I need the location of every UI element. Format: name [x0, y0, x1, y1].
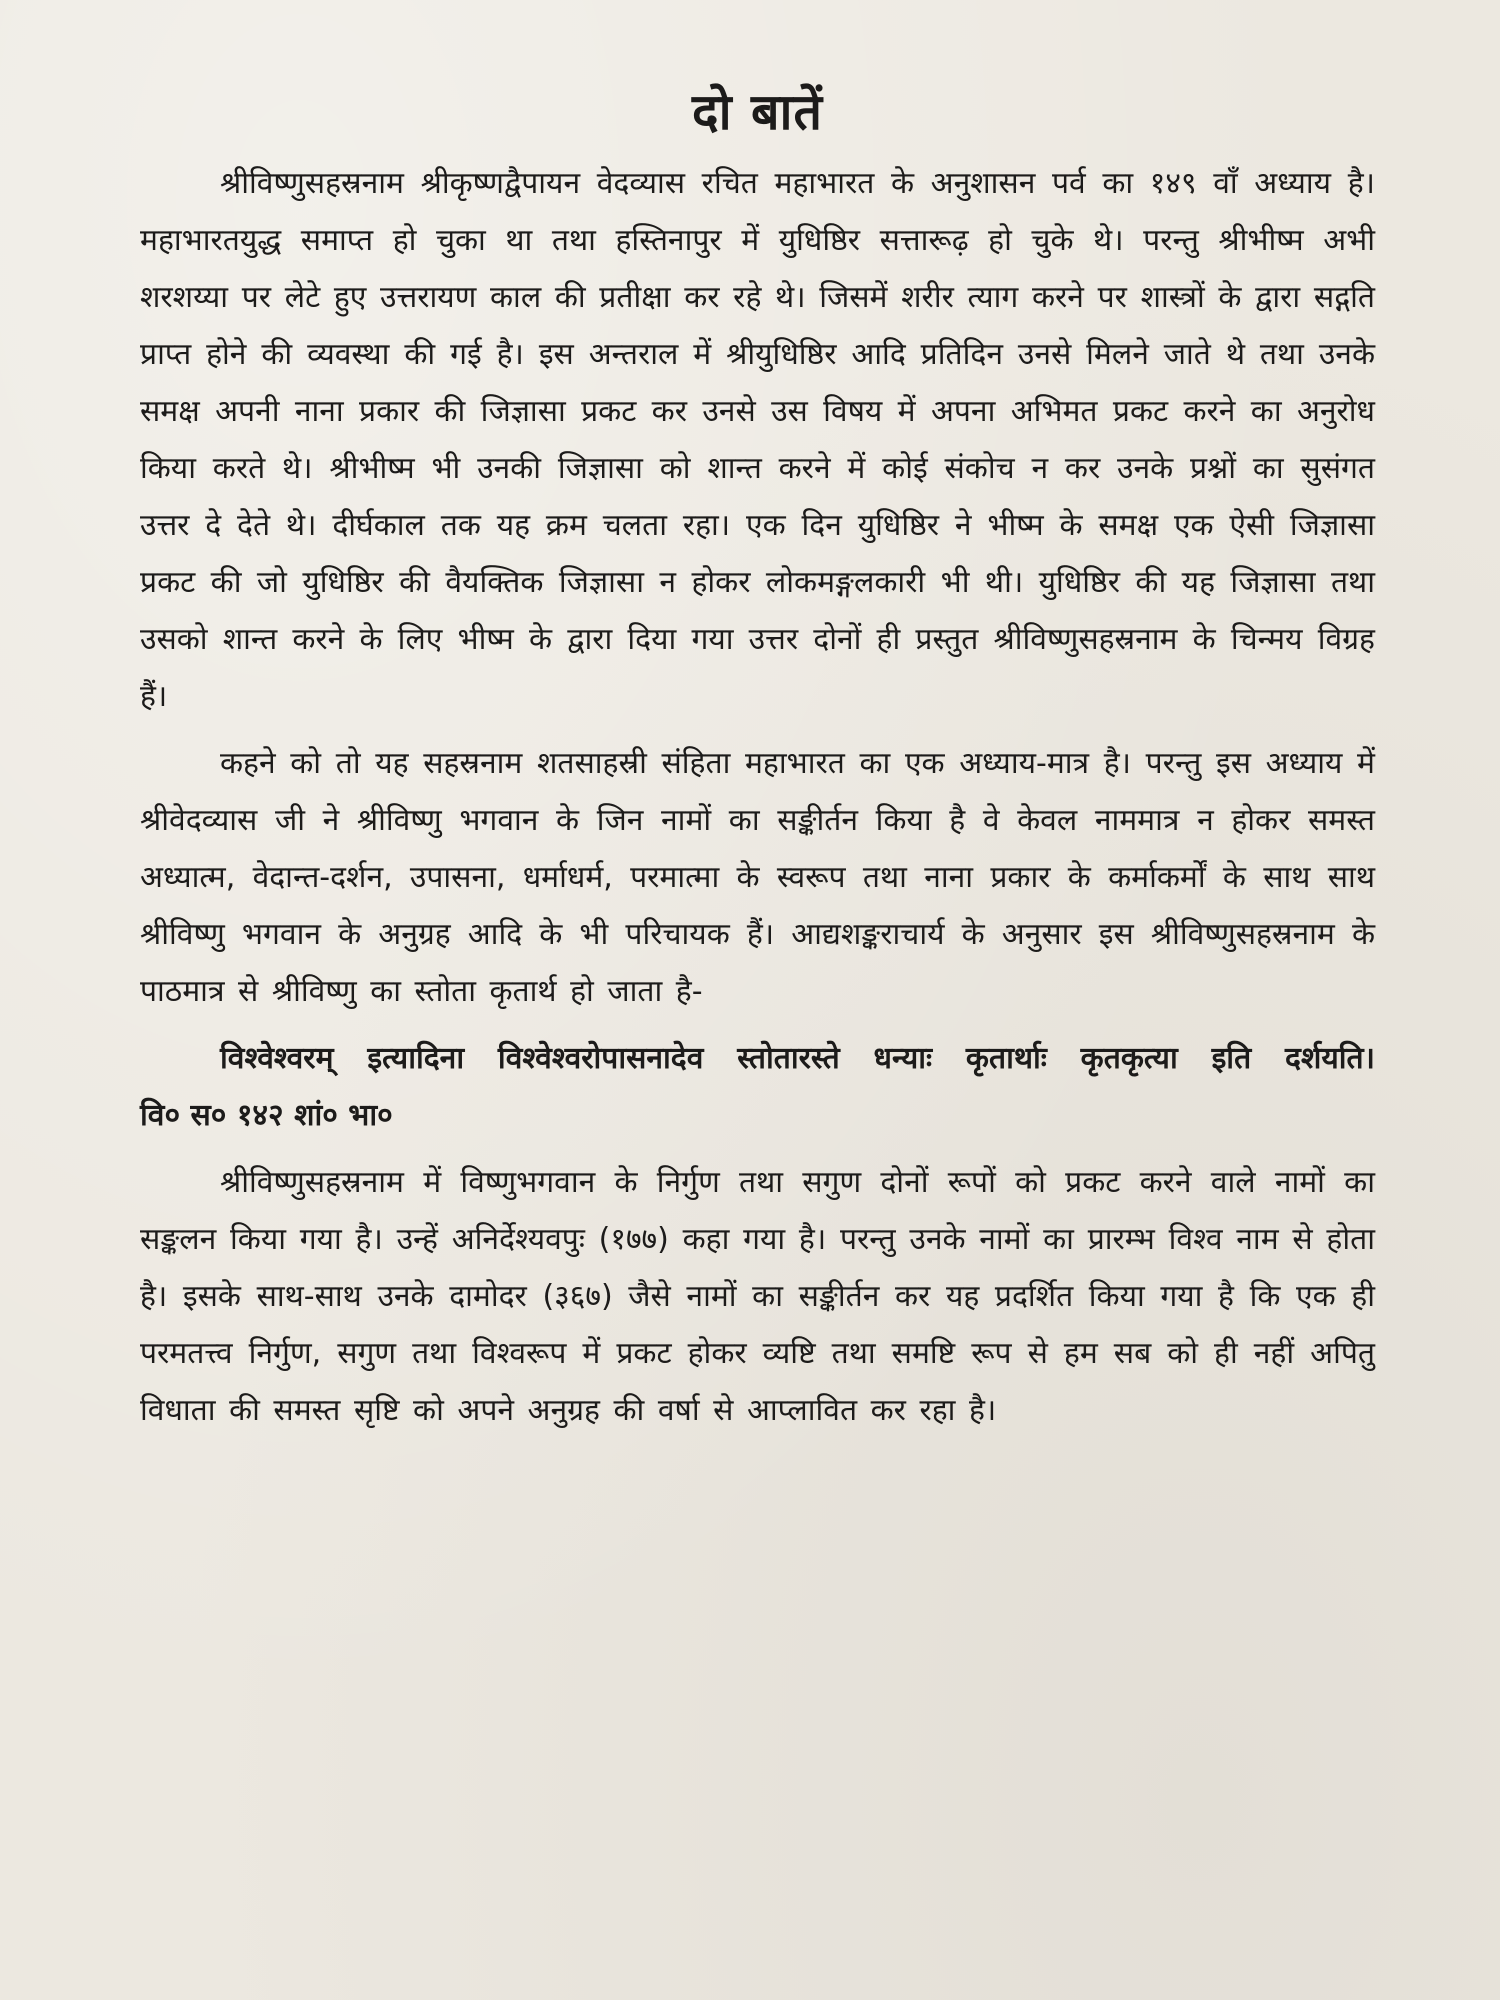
quote-reference: वि० स० १४२ शां० भा० — [140, 1098, 393, 1133]
paragraph-2: कहने को तो यह सहस्रनाम शतसाहस्री संहिता महाभारत का एक अध्याय-मात्र है। परन्तु इस अध्याय में श्रीवेदव्यास जी ने श्रीविष्णु भगवान के जिन नामों का सङ्कीर्तन किया है वे केवल नाममात्र न होकर समस्त अध्यात्म, वेदान्त-दर्शन, उपासना, धर्माधर्म, परमात्मा के स्वरूप तथा नाना प्रकार के कर्माकर्मों के साथ साथ श्रीविष्णु भगवान के अनुग्रह आदि के भी परिचायक हैं। आद्यशङ्कराचार्य के अनुसार इस श्रीविष्णुसहस्रनाम के पाठमात्र से श्रीविष्णु का स्तोता कृतार्थ हो जाता है- — [140, 746, 1375, 1009]
paragraph-1: श्रीविष्णुसहस्रनाम श्रीकृष्णद्वैपायन वेदव्यास रचित महाभारत के अनुशासन पर्व का १४९ वाँ अध्याय है। महाभारतयुद्ध समाप्त हो चुका था तथा हस्तिनापुर में युधिष्ठिर सत्तारूढ़ हो चुके थे। परन्तु श्रीभीष्म अभी शरशय्या पर लेटे हुए उत्तरायण काल की प्रतीक्षा कर रहे थे। जिसमें शरीर त्याग करने पर शास्त्रों के द्वारा सद्गति प्राप्त होने की व्यवस्था की गई है। इस अन्तराल में श्रीयुधिष्ठिर आदि प्रतिदिन उनसे मिलने जाते थे तथा उनके समक्ष अपनी नाना प्रकार की जिज्ञासा प्रकट कर उनसे उस विषय में अपना अभिमत प्रकट करने का अनुरोध किया करते थे। श्रीभीष्म भी उनकी जिज्ञासा को शान्त करने में कोई संकोच न कर उनके प्रश्नों का सुसंगत उत्तर दे देते थे। दीर्घकाल तक यह क्रम चलता रहा। एक दिन युधिष्ठिर ने भीष्म के समक्ष एक ऐसी जिज्ञासा प्रकट की जो युधिष्ठिर की वैयक्तिक जिज्ञासा न होकर लोकमङ्गलकारी भी थी। युधिष्ठिर की यह जिज्ञासा तथा उसको शान्त करने के लिए भीष्म के द्वारा दिया गया उत्तर दोनों ही प्रस्तुत श्रीविष्णुसहस्रनाम के चिन्मय विग्रह हैं। — [140, 166, 1375, 714]
paragraph-3: श्रीविष्णुसहस्रनाम में विष्णुभगवान के निर्गुण तथा सगुण दोनों रूपों को प्रकट करने वाले नामों का सङ्कलन किया गया है। उन्हें अनिर्देश्यवपुः (१७७) कहा गया है। परन्तु उनके नामों का प्रारम्भ विश्व नाम से होता है। इसके साथ-साथ उनके दामोदर (३६७) जैसे नामों का सङ्कीर्तन कर यह प्रदर्शित किया गया है कि एक ही परमतत्त्व निर्गुण, सगुण तथा विश्वरूप में प्रकट होकर व्यष्टि तथा समष्टि रूप से हम सब को ही नहीं अपितु विधाता की समस्त सृष्टि को अपने अनुग्रह की वर्षा से आप्लावित कर रहा है। — [140, 1165, 1375, 1428]
page-title: दो बातें — [692, 83, 823, 141]
sanskrit-quote — [140, 1030, 1375, 1144]
quote-text: विश्वेश्वरम् इत्यादिना विश्वेश्वरोपासनादेव स्तोतारस्ते धन्याः कृतार्थाः कृतकृत्या इति दर्शयति। — [220, 1041, 1375, 1076]
